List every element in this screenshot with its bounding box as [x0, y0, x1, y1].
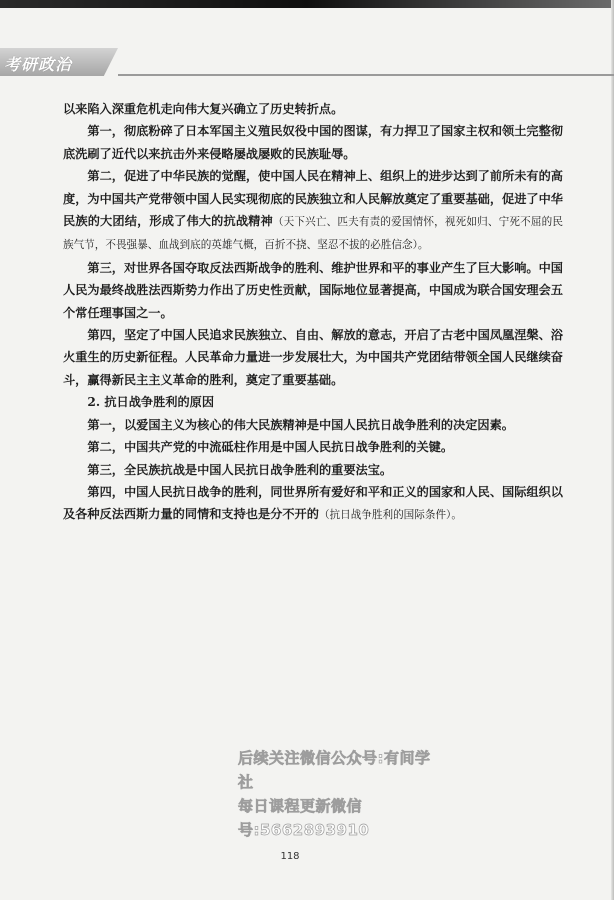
page-number: 118: [280, 851, 300, 862]
paragraph-text: 第四，中国人民抗日战争的胜利，同世界所有爱好和平和正义的国家和人民、国际组织以及各种反法西斯力量的同情和支持也是分不开的: [63, 484, 563, 522]
section-heading: [63, 391, 563, 413]
paragraph: [63, 459, 563, 481]
paragraph-text: 第二，促进了中华民族的觉醒，使中国人民在精神上、组织上的进步达到了前所未有的高度，为中国共产党带领中国人民实现彻底的民族独立和人民解放奠定了重要基础，促进了中华民族的大团结，形成了伟大的抗战精神: [63, 169, 563, 229]
section-heading-text: 2. 抗日战争胜利的原因: [87, 395, 215, 410]
header-rule: [118, 74, 614, 76]
paragraph-note: （天下兴亡、匹夫有责的爱国情怀，视死如归、宁死不屈的民族气节，不畏强暴、血战到底的英雄气概，百折不挠、坚忍不拔的必胜信念）。: [63, 216, 564, 252]
paragraph: [63, 165, 563, 257]
watermark-line: 每日课程更新微信号:5662893910: [238, 797, 370, 839]
paragraph-text: 第三，全民族抗战是中国人民抗日战争胜利的重要法宝。: [87, 462, 393, 477]
top-edge-strip: [0, 0, 614, 8]
paragraph: [63, 120, 563, 165]
watermark: [238, 746, 438, 842]
paragraph-note: （抗日战争胜利的国际条件）。: [318, 509, 462, 522]
watermark-line: 后续关注微信公众号:有间学社: [238, 749, 431, 791]
paragraph: [63, 324, 563, 391]
paragraph-text: 第一，以爱国主义为核心的伟大民族精神是中国人民抗日战争胜利的决定因素。: [87, 417, 514, 432]
paragraph-text: 以来陷入深重危机走向伟大复兴确立了历史转折点。: [63, 102, 344, 116]
page-body: [63, 98, 563, 527]
paragraph: [63, 436, 563, 458]
paragraph: [63, 257, 563, 324]
paragraph-text: 第三，对世界各国夺取反法西斯战争的胜利、维护世界和平的事业产生了巨大影响。中国人民为最终战胜法西斯势力作出了历史性贡献，国际地位显著提高，中国成为联合国安理会五个常任理事国之一。: [63, 260, 563, 320]
paragraph: [63, 414, 563, 436]
paragraph-text: 第四，坚定了中国人民追求民族独立、自由、解放的意志，开启了古老中国凤凰涅槃、浴火重生的历史新征程。人民革命力量进一步发展壮大，为中国共产党团结带领全国人民继续奋斗，赢得新民主主义革命的胜利，奠定了重要基础。: [63, 328, 563, 387]
paragraph-text: 第二，中国共产党的中流砥柱作用是中国人民抗日战争胜利的关键。: [87, 440, 454, 455]
header-title: 考研政治: [4, 55, 73, 74]
running-header: [0, 48, 614, 76]
paragraph: [63, 481, 563, 527]
paragraph: [63, 98, 563, 120]
paragraph-text: 第一，彻底粉碎了日本军国主义殖民奴役中国的图谋，有力捍卫了国家主权和领土完整彻底洗刷了近代以来抗击外来侵略屡战屡败的民族耻辱。: [63, 124, 563, 161]
